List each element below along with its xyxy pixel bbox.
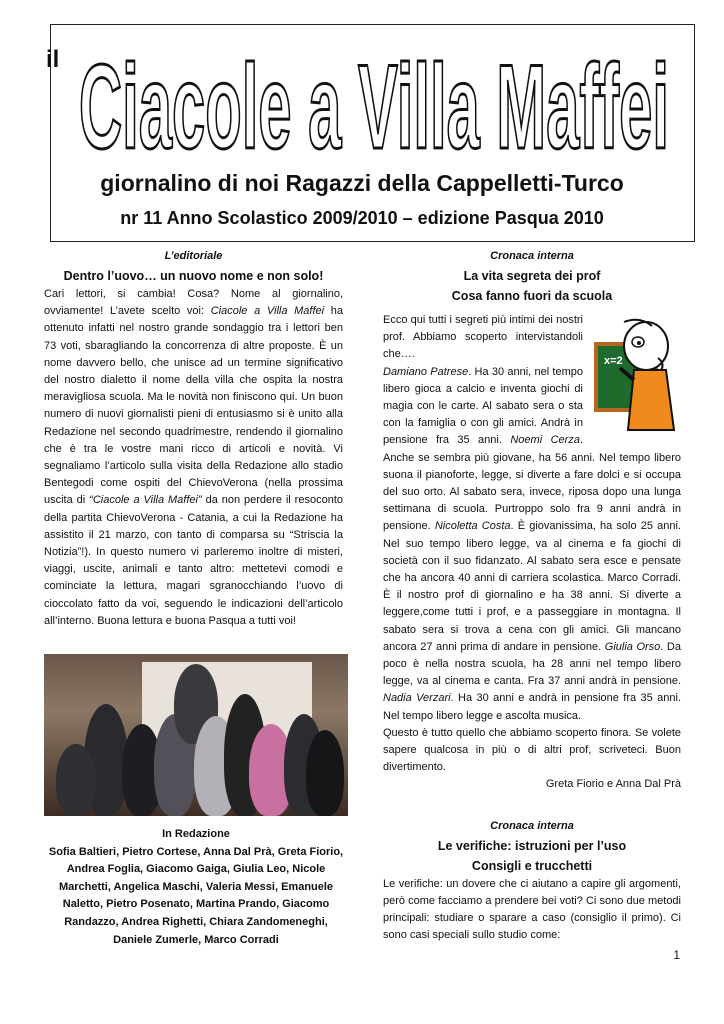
board-text: x=2 xyxy=(604,355,623,367)
redazione-credits xyxy=(44,826,348,949)
editorial-headline: Dentro l’uovo… un nuovo nome e non solo! xyxy=(63,269,324,283)
cronaca2-headline: Le verifiche: istruzioni per l’uso xyxy=(437,838,627,853)
editorial-body: Cari lettori, si cambia! Cosa? Nome al giornalino, ovviamente! L’avete scelto voi: Ciacole a Villa Maffei ha ottenuto infatti nel nostro grande sondaggio tra i lettori ben 73 voti, sbaragliando la concorrenza di altre proposte. È un nome davvero bello, che unisce ad un termine significativo del nostro dialetto il nome della villa che ospita la nostra meravigliosa scuola. Ma le novità non finiscono qui. Un buon numero di nuovi giornalisti pieni di entusiasmo si è unito alla Redazione nel secondo quadrimestre, rendendo il giornalino che è tra le vostre mani ricco di articoli e novità. Vi segnaliamo l’articolo sulla visita della Redazione allo stadio Bentegodi come ospiti del ChievoVerona (nella prossima uscita di “Ciacole a Villa Maffei” da non perdere il resoconto della partita ChievoVerona - Catania, a cui la Redazione ha assistito il 21 marzo, con tanto di comparsa su “Striscia la Notizia”!). In questo numero vi parleremo inoltre di misteri, viaggi, uscite, animali e tanto altro: mettetevi comodi e cominciate la lettura, magari sgranocchiando l’uovo di cioccolato fatto da voi, seguendo le indicazioni dell’articolo all’interno. Buona lettura e buona Pasqua a tutti voi! xyxy=(44,288,344,627)
cronaca1-headline: La vita segreta dei prof xyxy=(463,269,601,283)
cronaca2-subheadline: Consigli e trucchetti xyxy=(471,858,593,873)
redazione-names: Sofia Baltieri, Pietro Cortese, Anna Dal Prà, Greta Fiorio, Andrea Foglia, Giacomo Gaiga, Giulia Leo, Nicole Marchetti, Angelica Maschi, Valeria Messi, Emanuele Naletto, Pietro Posenato, Martina Prando, Giacomo Randazzo, Andrea Righetti, Chiara Zandomeneghi, Daniele Zumerle, Marco Corradi xyxy=(48,845,344,946)
cronaca1-kicker: Cronaca interna xyxy=(490,250,574,262)
newspaper-title-text: Ciacole a Villa Maffei xyxy=(79,40,669,170)
redazione-group-photo xyxy=(44,654,348,816)
masthead-il: il xyxy=(46,46,60,73)
cronaca1-body: Damiano Patrese. Ha 30 anni, nel tempo libero gioca a calcio e inventa giochi di magia con le carte. Al sabato sera o sta con la famiglia o con gli amici. Andrà in pensione fra 35 anni. Noemi Cerza. Anche se sembra più giovane, ha 56 anni. Nel tempo libero suona il pianoforte, legge, si diverte a fare dolci e si occupa del suo orto. Al sabato sera, invece, riposa dopo una lunga settimana di scuola. Purtroppo solo fra 9 anni andrà in pensione. Nicoletta Costa. È giovanissima, ha solo 25 anni. Nel suo tempo libero legge, va al cinema e fa giochi di società con il suo fidanzato. Al sabato sera esce e pensate che ha ancora 40 anni di carriera scolastica. Marco Corradi. È il nostro prof di giornalino e ha 38 anni. Si diverte a leggere,come tutti i prof, e a passeggiare in montagna. Il sabato sera si trova a cena con gli amici. Gli mancano ancora 27 anni prima di andare in pensione. Giulia Orso. Da poco è nella nostra scuola, ha 28 anni nel tempo libero legge, va al cinema e canta. Fra 37 anni andrà in pensione. Nadia Verzari. Ha 30 anni e andrà in pensione fra 35 anni. Nel tempo libero legge e ascolta musica. xyxy=(383,365,682,722)
cronaca1-outro: Questo è tutto quello che abbiamo scoperto finora. Se volete sapere qualcosa in più o di altri prof, scriveteci. Buon divertimento. xyxy=(383,726,681,774)
editorial-kicker: L’editoriale xyxy=(164,250,223,262)
page-number: 1 xyxy=(673,948,680,962)
cronaca2-body: Le verifiche: un dovere che ci aiutano a capire gli argomenti, però come facciamo a prendere bei voti? Ci sono due metodi principali: studiare o sparare a caso (consiglio il primo). Ci sono casi speciali sullo studio come: xyxy=(383,877,681,942)
cronaca2-kicker: Cronaca interna xyxy=(490,819,574,832)
redazione-heading: In Redazione xyxy=(162,828,230,840)
newspaper-subtitle: giornalino di noi Ragazzi della Cappelletti-Turco xyxy=(100,170,624,196)
cronaca1-signature: Greta Fiorio e Anna Dal Prà xyxy=(545,778,681,791)
editorial-column xyxy=(44,248,343,630)
cronaca1-intro: Ecco qui tutti i segreti più intimi dei nostri prof. Abbiamo scoperto intervistandoli che…. xyxy=(383,314,583,361)
cronaca1-subheadline: Cosa fanno fuori da scuola xyxy=(451,289,613,303)
edition-line: nr 11 Anno Scolastico 2009/2010 – edizione Pasqua 2010 xyxy=(120,208,604,228)
professor-clipart xyxy=(594,318,684,442)
newspaper-title xyxy=(74,30,674,170)
